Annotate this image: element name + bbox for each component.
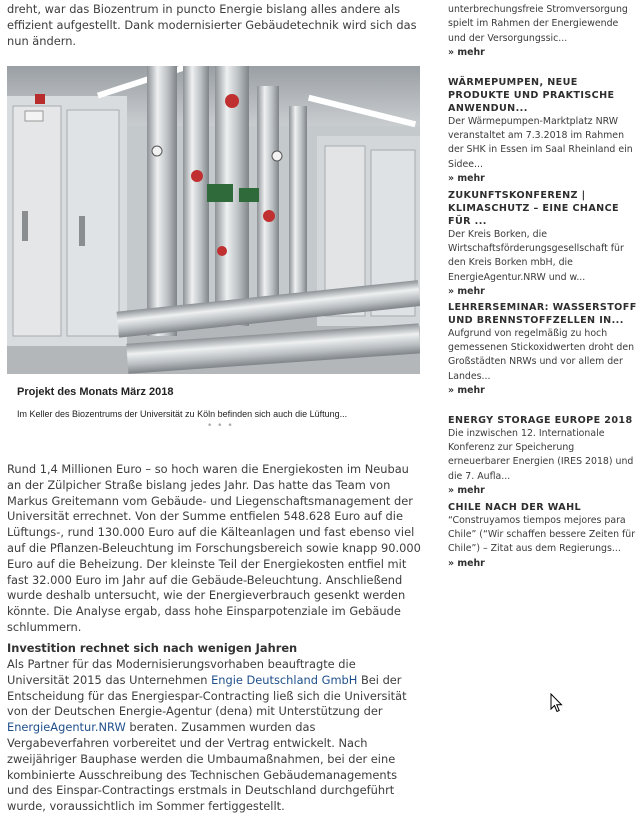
more-link[interactable]: » mehr bbox=[448, 46, 485, 58]
article-paragraph-2 bbox=[7, 657, 421, 815]
more-link[interactable]: » mehr bbox=[448, 384, 485, 396]
basement-pipes-image bbox=[7, 66, 420, 374]
more-link[interactable]: » mehr bbox=[448, 285, 485, 297]
text-run: Als Partner für das Modernisierungsvorhaben beauftragte die Universität 2015 das Unternehmen bbox=[7, 657, 356, 687]
more-link[interactable]: » mehr bbox=[448, 484, 485, 496]
news-teaser: Aufgrund von regelmäßig zu hoch gemessenen Stickoxidwerten droht den Großstädten NRWs und vor allem der Landes... bbox=[448, 328, 635, 382]
text-run: Bei der Entscheidung für das Energiespar-Contracting ließ sich die Universität von der Deutschen Energie-Agentur (dena) mit Unterstützung der bbox=[7, 672, 407, 719]
news-title[interactable]: LEHRERSEMINAR: WASSERSTOFF UND BRENNSTOFFZELLEN IN... bbox=[448, 302, 637, 326]
caption-text: Im Keller des Biozentrums der Universität zu Köln befinden sich auch die Lüftung... bbox=[17, 409, 348, 419]
caption-title: Projekt des Monats März 2018 bbox=[17, 386, 174, 398]
news-title[interactable]: CHILE NACH DER WAHL bbox=[448, 502, 582, 513]
slider-dots[interactable]: • • • bbox=[207, 421, 234, 431]
news-teaser: unterbrechungsfreie Stromversorgung spielt im Rahmen der Energiewende und der Versorgungssic... bbox=[448, 4, 628, 44]
news-title[interactable]: ZUKUNFTSKONFERENZ | KLIMASCHUTZ – EINE CHANCE FÜR ... bbox=[448, 190, 619, 227]
sidebar-news-item[interactable] bbox=[448, 189, 638, 298]
more-link[interactable]: » mehr bbox=[448, 557, 485, 569]
more-link[interactable]: » mehr bbox=[448, 172, 485, 184]
news-title[interactable]: ENERGY STORAGE EUROPE 2018 bbox=[448, 415, 633, 426]
mouse-pointer-icon bbox=[550, 693, 564, 717]
news-teaser: Der Kreis Borken, die Wirtschaftsförderungsgesellschaft für den Kreis Borken mbH, die EnergieAgentur.NRW und w... bbox=[448, 229, 624, 283]
news-teaser: “Construyamos tiempos mejores para Chile” (“Wir schaffen bessere Zeiten für Chile”) – Zitat aus dem Regierungs... bbox=[448, 515, 636, 555]
energieagentur-link[interactable]: EnergieAgentur.NRW bbox=[7, 720, 126, 735]
article-intro: dreht, war das Biozentrum in puncto Energie bislang alles andere als effizient aufgestellt. Dank modernisierter Gebäudetechnik wird sich das nun ändern. bbox=[7, 2, 417, 48]
sidebar-news-item[interactable] bbox=[448, 501, 638, 570]
engie-link[interactable]: Engie Deutschland GmbH bbox=[211, 672, 358, 687]
text-run: beraten. Zusammen wurden das Vergabeverfahren vorbereitet und der Vertrag entwickelt. Nach zweijähriger Bauphase werden die Umbaumaßnahmen, bei der eine kombinierte Ausschreibung des Technischen Gebäudemanagements und des Einspar-Contractings erstmals in Deutschland durchgeführt wurde, voraussichtlich im Sommer fertiggestellt. bbox=[7, 720, 397, 814]
article-paragraph: Rund 1,4 Millionen Euro – so hoch waren die Energiekosten im Neubau an der Zülpicher Straße bislang jedes Jahr. Das hatte das Team von Markus Greitemann vom Gebäude- und Liegenschaftsmanagement der Universität errechnet. Von der Summe entfielen 548.628 Euro auf die Lüftungs-, rund 130.000 Euro auf die Kälteanlagen und fast ebenso viel auf die Pflanzen-Beleuchtung im Forschungsbereich sowie knapp 90.000 Euro auf die Beheizung. Der kleinste Teil der Energiekosten entfiel mit fast 32.000 Euro im Jahr auf die Gebäude-Beleuchtung. Anschließend wurde deshalb untersucht, wie der Energieverbrauch gesenkt werden könnte. Die Analyse ergab, dass hohe Einsparpotenziale im Gebäude schlummern. bbox=[7, 462, 421, 634]
news-teaser: Die inzwischen 12. Internationale Konferenz zur Speicherung erneuerbarer Energien (IRES 2018) und die 7. Aufla... bbox=[448, 428, 634, 482]
sidebar-news-item[interactable] bbox=[448, 414, 638, 497]
article-photo[interactable] bbox=[7, 66, 420, 374]
sidebar-news-item[interactable] bbox=[448, 301, 638, 397]
photo-caption bbox=[7, 374, 420, 434]
sidebar-news-item[interactable] bbox=[448, 76, 638, 185]
news-title[interactable]: WÄRMEPUMPEN, NEUE PRODUKTE UND PRAKTISCHE ANWENDUN... bbox=[448, 77, 615, 114]
section-heading: Investition rechnet sich nach wenigen Jahren bbox=[7, 641, 298, 655]
sidebar-news-item[interactable] bbox=[448, 0, 638, 59]
news-teaser: Der Wärmepumpen-Marktplatz NRW veranstaltet am 7.3.2018 im Rahmen der SHK in Essen im Saal Rheinland ein Sidee... bbox=[448, 116, 633, 170]
